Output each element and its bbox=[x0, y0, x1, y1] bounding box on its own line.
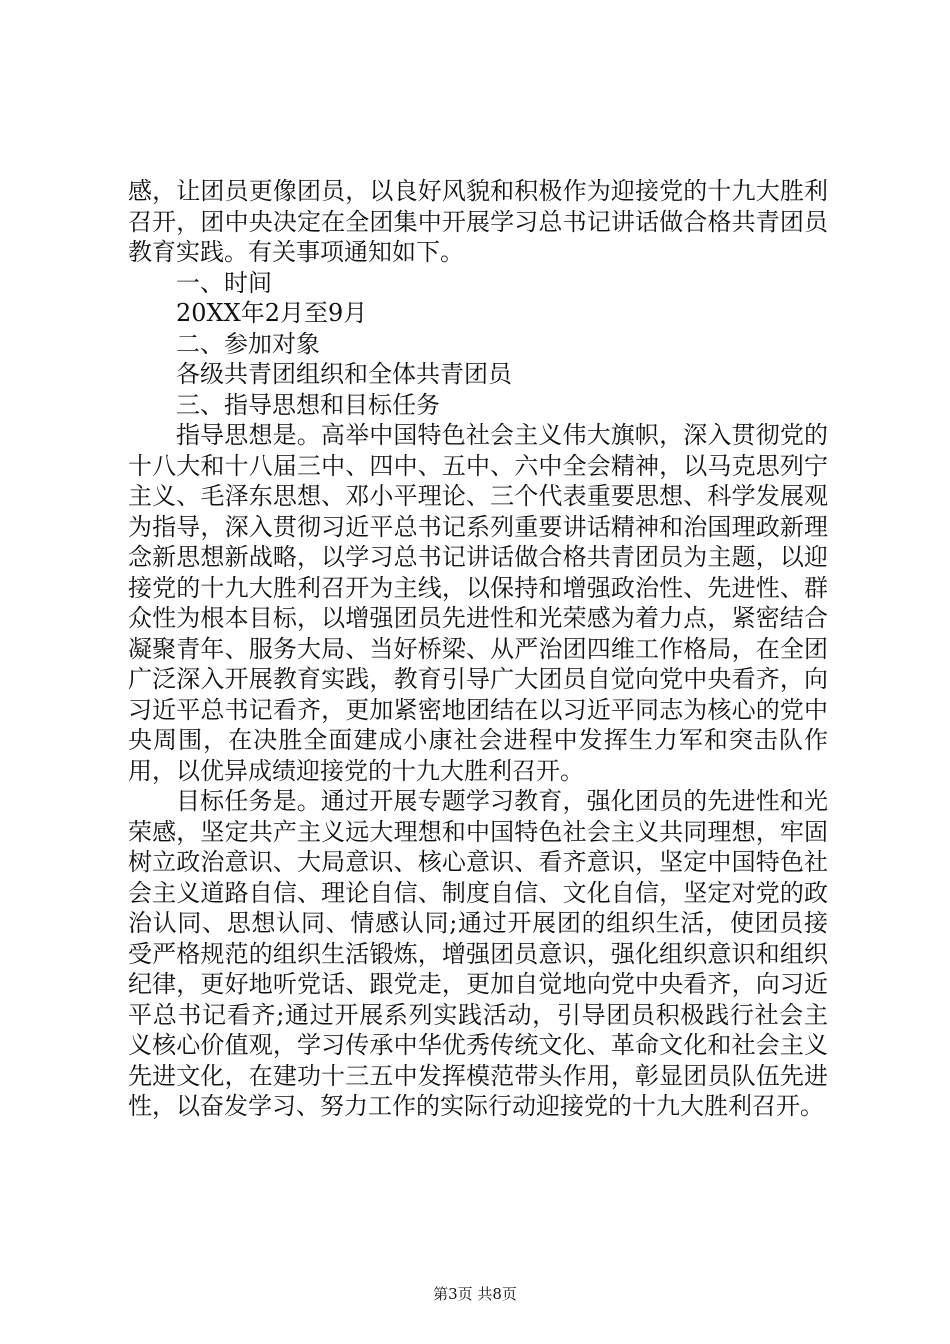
section-heading-time: 一、时间 bbox=[176, 268, 272, 297]
document-body bbox=[128, 176, 828, 1122]
section-heading-guiding-ideology: 三、指导思想和目标任务 bbox=[176, 390, 440, 419]
paragraph-continuation: 感，让团员更像团员，以良好风貌和积极作为迎接党的十九大胜利召开，团中央决定在全团集中开展学习总书记讲话做合格共青团员教育实践。有关事项通知如下。 bbox=[128, 177, 828, 266]
paragraph-guiding-ideology: 指导思想是。高举中国特色社会主义伟大旗帜，深入贯彻党的十八大和十八届三中、四中、五中、六中全会精神，以马克思列宁主义、毛泽东思想、邓小平理论、三个代表重要思想、科学发展观为指导，深入贯彻习近平总书记系列重要讲话精神和治国理政新理念新思想新战略，以学习总书记讲话做合格共青团员为主题，以迎接党的十九大胜利召开为主线，以保持和增强政治性、先进性、群众性为根本目标，以增强团员先进性和光荣感为着力点，紧密结合凝聚青年、服务大局、当好桥梁、从严治团四维工作格局，在全团广泛深入开展教育实践，教育引导广大团员自觉向党中央看齐，向习近平总书记看齐，更加紧密地团结在以习近平同志为核心的党中央周围，在决胜全面建成小康社会进程中发挥生力军和突击队作用，以优异成绩迎接党的十九大胜利召开。 bbox=[128, 421, 828, 785]
page-number-footer: 第3页 共8页 bbox=[433, 1285, 517, 1303]
section-heading-participants: 二、参加对象 bbox=[176, 329, 320, 358]
participants-value: 各级共青团组织和全体共青团员 bbox=[176, 360, 512, 388]
paragraph-objectives: 目标任务是。通过开展专题学习教育，强化团员的先进性和光荣感，坚定共产主义远大理想和中国特色社会主义共同理想，牢固树立政治意识、大局意识、核心意识、看齐意识，坚定中国特色社会主义道路自信、理论自信、制度自信、文化自信，坚定对党的政治认同、思想认同、情感认同;通过开展团的组织生活，使团员接受严格规范的组织生活锻炼，增强团员意识，强化组织意识和组织纪律，更好地听党话、跟党走，更加自觉地向党中央看齐，向习近平总书记看齐;通过开展系列实践活动，引导团员积极践行社会主义核心价值观，学习传承中华优秀传统文化、革命文化和社会主义先进文化，在建功十三五中发挥模范带头作用，彰显团员队伍先进性，以奋发学习、努力工作的实际行动迎接党的十九大胜利召开。 bbox=[128, 787, 828, 1120]
time-value: 20XX年2月至9月 bbox=[176, 299, 368, 327]
